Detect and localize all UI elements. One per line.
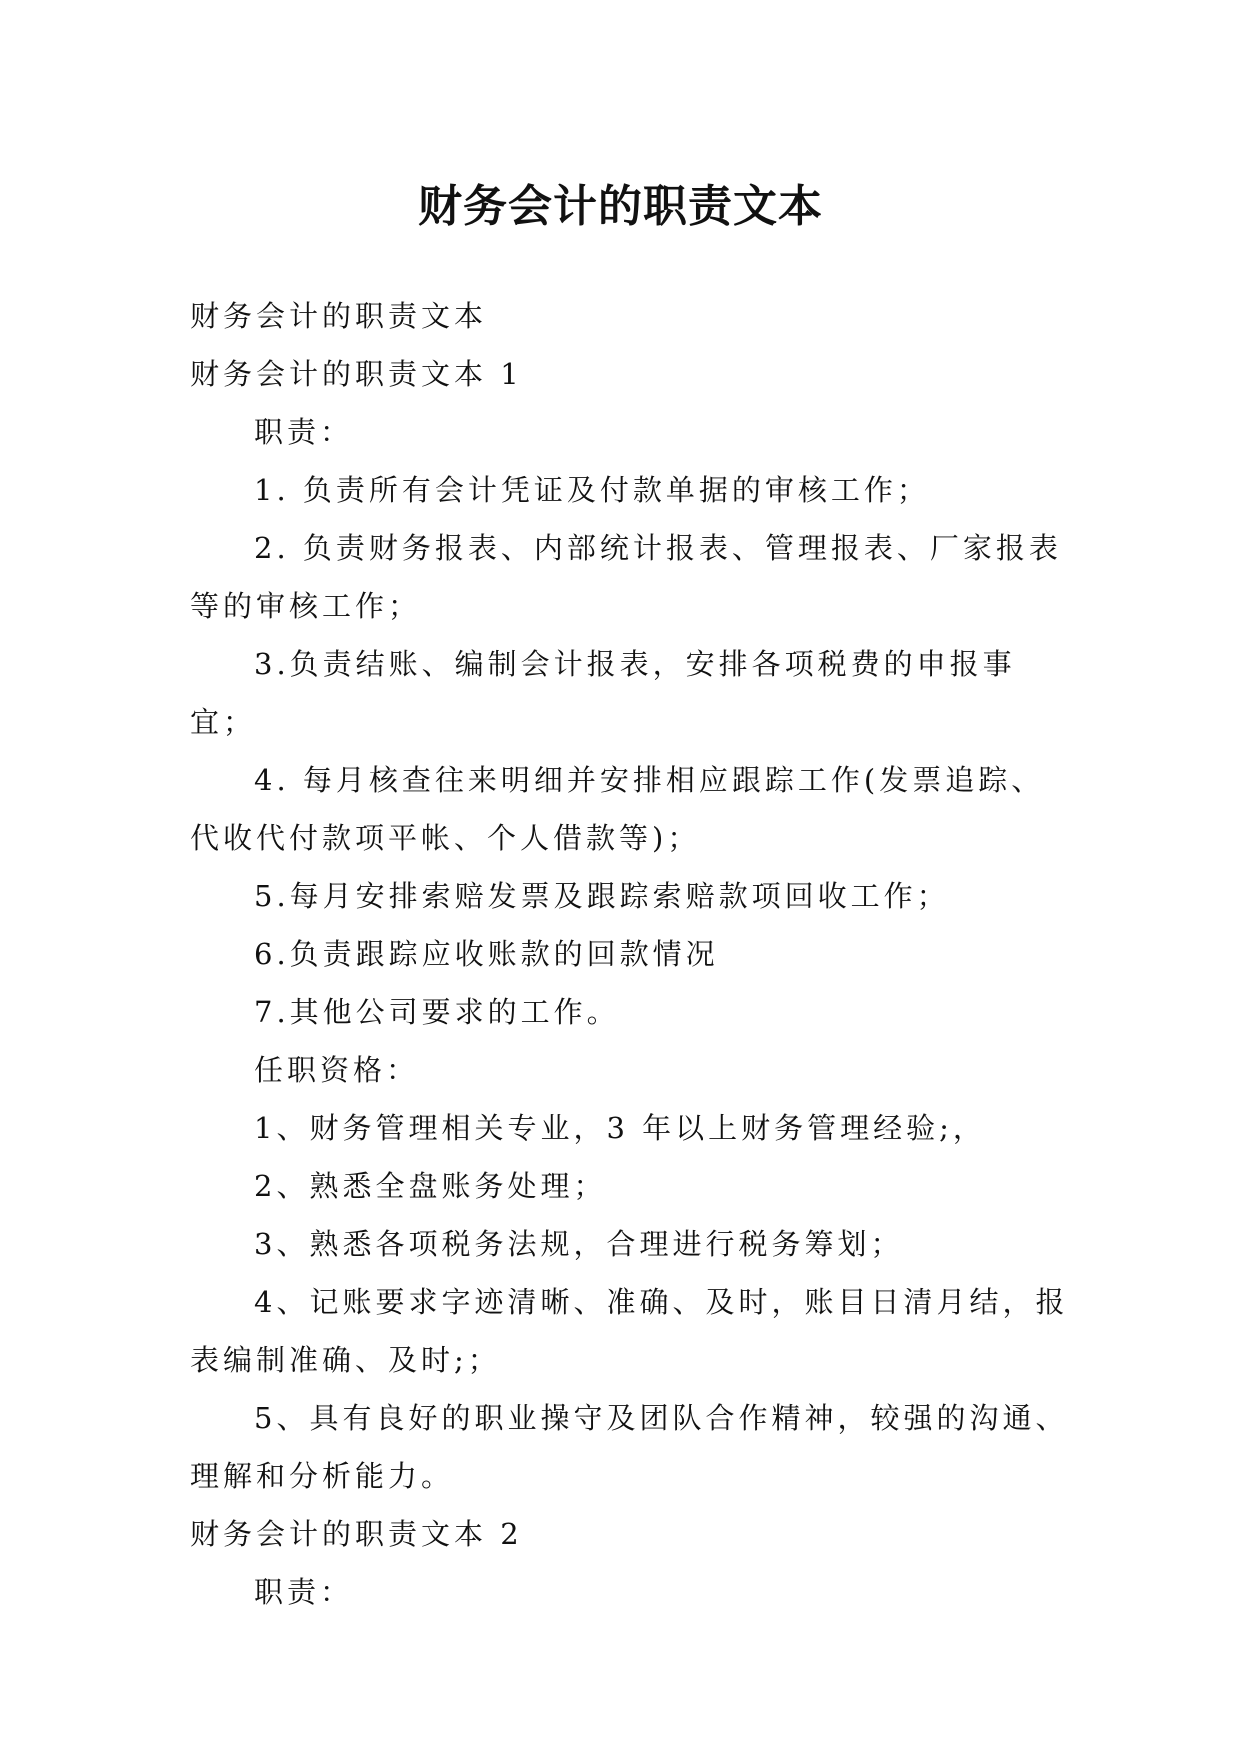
duty-item-2: 2. 负责财务报表、内部统计报表、管理报表、厂家报表等的审核工作； [190, 531, 1062, 623]
duty-item-3: 3.负责结账、编制会计报表，安排各项税费的申报事宜； [190, 647, 1016, 739]
duties-label-2: 职责： [254, 1575, 354, 1609]
duties-label: 职责： [254, 415, 354, 449]
section-heading-2: 财务会计的职责文本 2 [190, 1517, 523, 1551]
qualification-item-2: 2、熟悉全盘账务处理； [254, 1169, 607, 1203]
duty-item-5: 5.每月安排索赔发票及跟踪索赔款项回收工作； [254, 879, 950, 913]
duty-item-4: 4. 每月核查往来明细并安排相应跟踪工作(发票追踪、代收代付款项平帐、个人借款等)； [190, 763, 1045, 855]
qualification-item-5: 5、具有良好的职业操守及团队合作精神，较强的沟通、理解和分析能力。 [190, 1401, 1069, 1493]
qualification-item-3: 3、熟悉各项税务法规，合理进行税务筹划； [254, 1227, 904, 1261]
paragraph-heading: 财务会计的职责文本 [190, 299, 488, 333]
duty-item-1: 1. 负责所有会计凭证及付款单据的审核工作； [254, 473, 930, 507]
document-title: 财务会计的职责文本 [418, 181, 823, 233]
qualifications-label: 任职资格： [254, 1053, 420, 1087]
duty-item-6: 6.负责跟踪应收账款的回款情况 [254, 937, 719, 971]
section-heading-1: 财务会计的职责文本 1 [190, 357, 523, 391]
duty-item-7: 7.其他公司要求的工作。 [254, 995, 620, 1029]
qualification-item-4: 4、记账要求字迹清晰、准确、及时，账目日清月结，报表编制准确、及时;； [190, 1285, 1069, 1377]
qualification-item-1: 1、财务管理相关专业，3 年以上财务管理经验;， [254, 1111, 986, 1145]
document-body [190, 287, 1070, 1621]
